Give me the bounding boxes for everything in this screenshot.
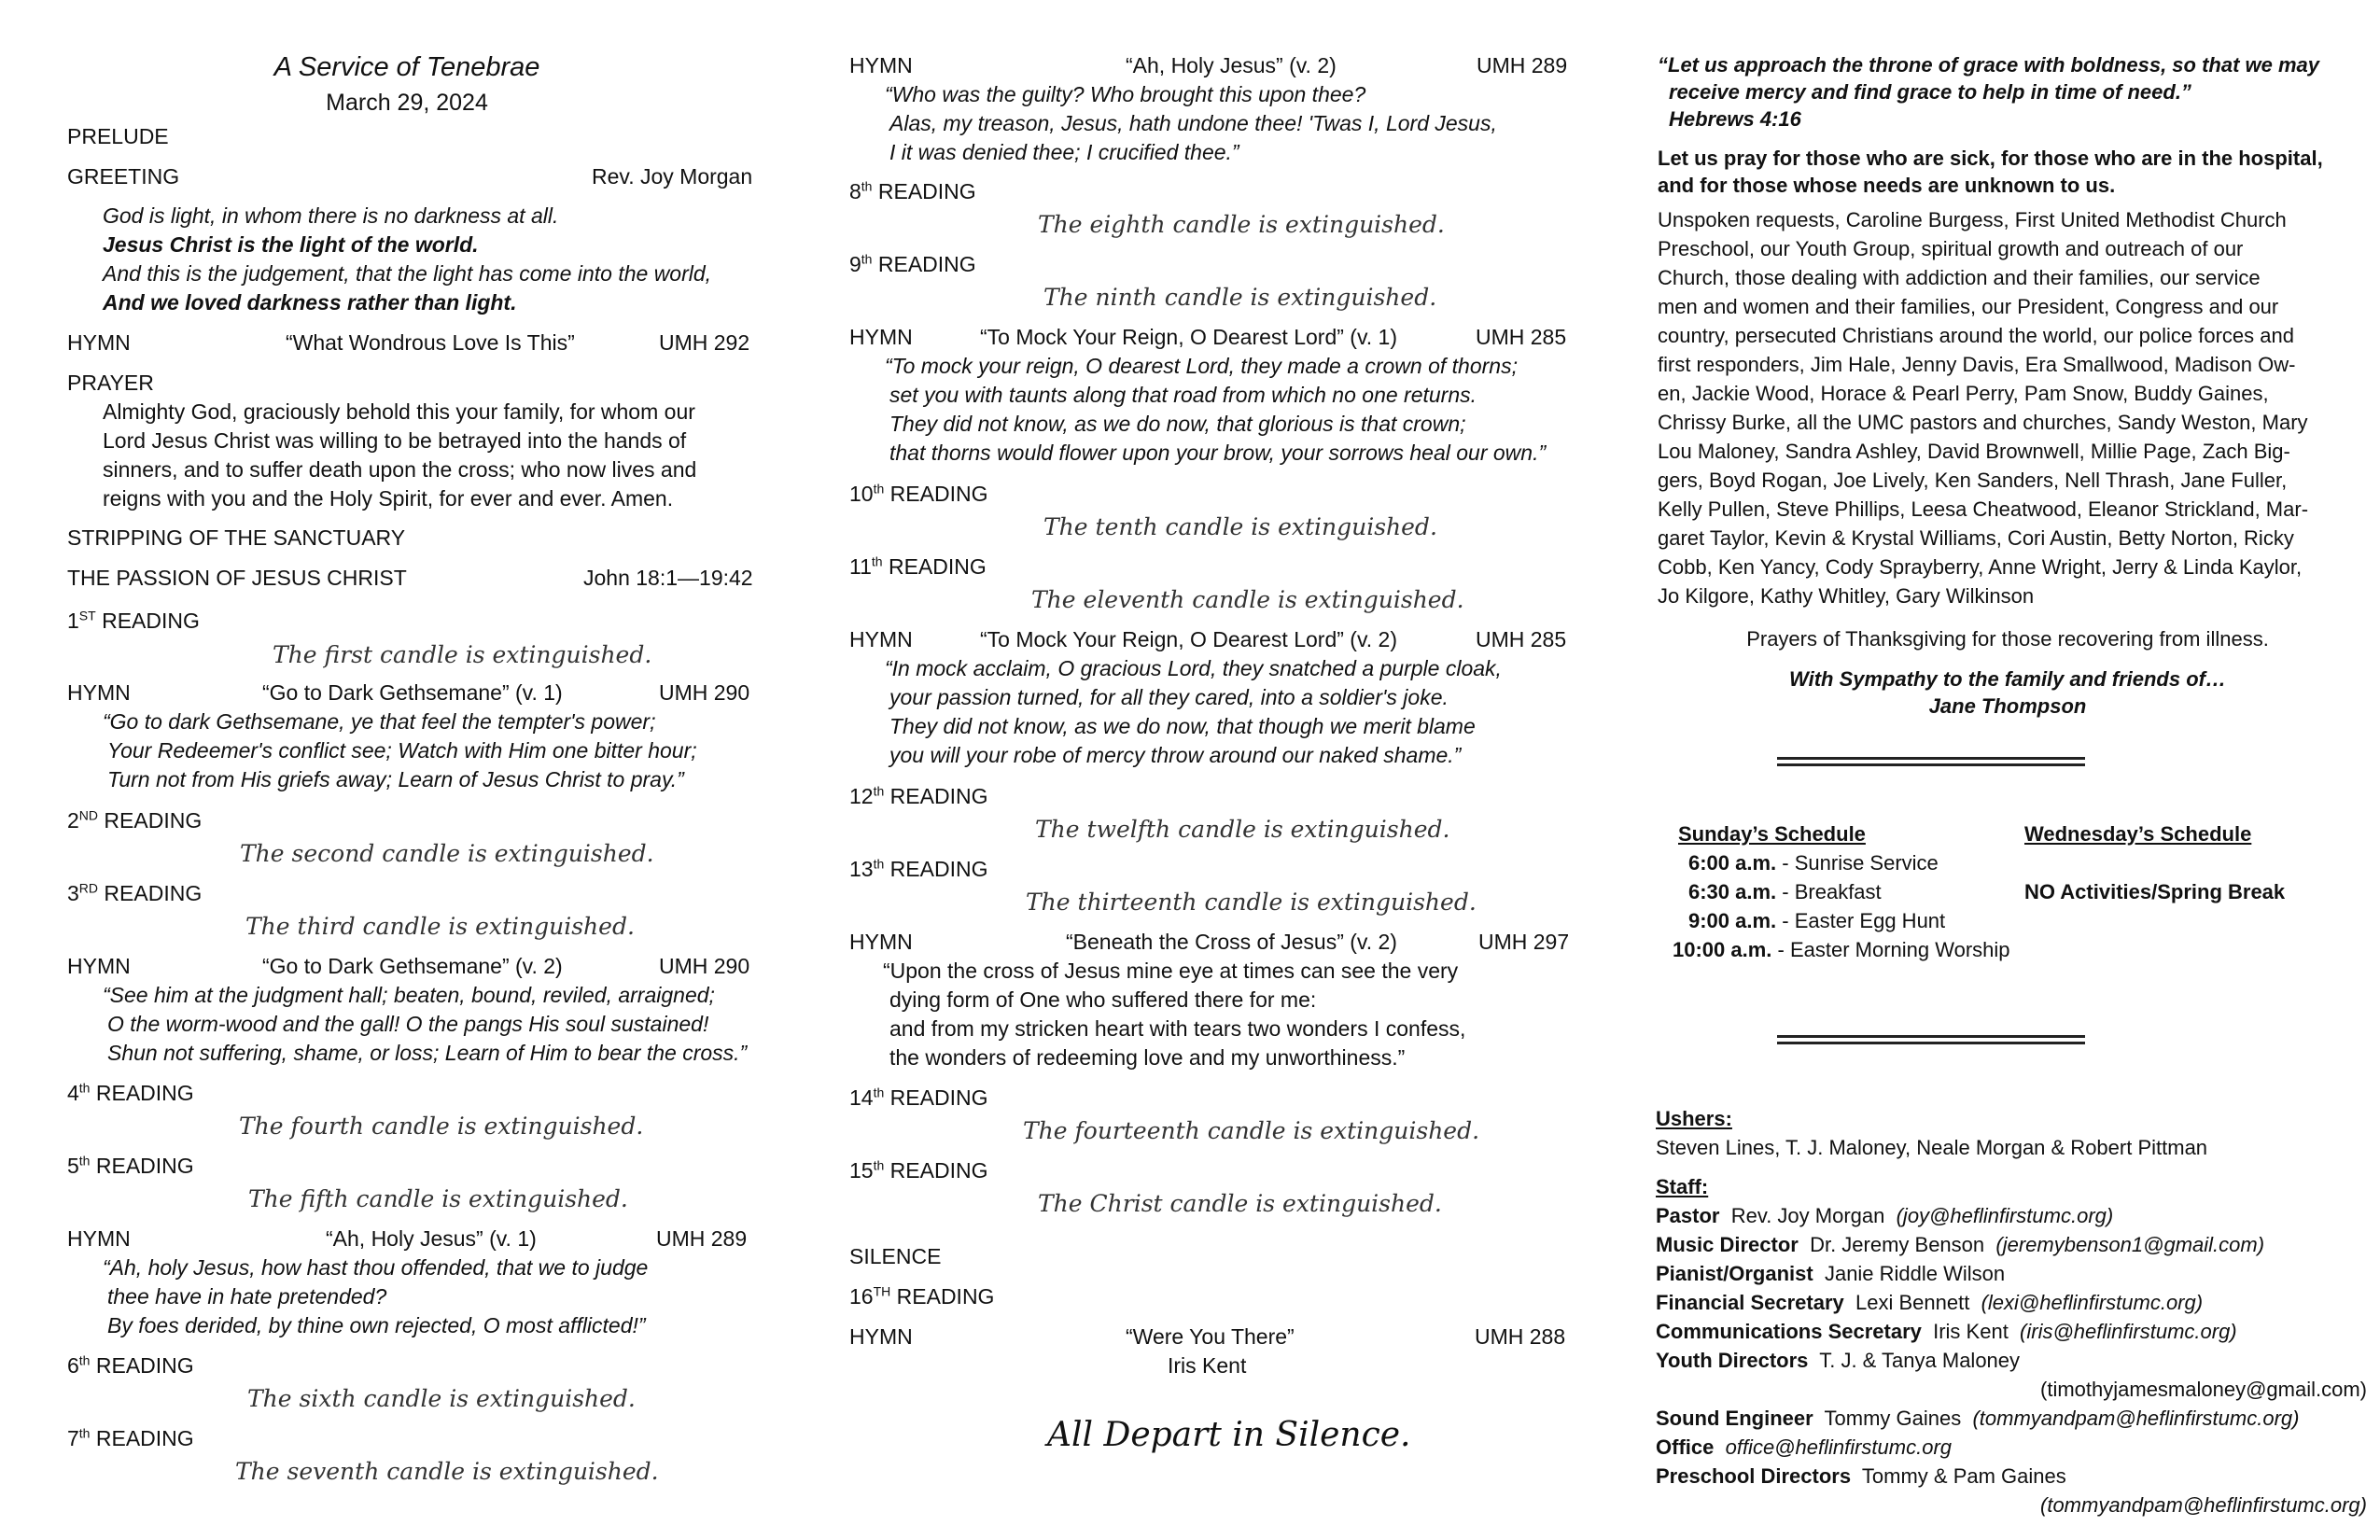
prayer-list-line: garet Taylor, Kevin & Krystal Williams, Cori Austin, Betty Norton, Ricky [1658,526,2294,550]
hymn-label: HYMN [849,325,913,349]
prayer-line: reigns with you and the Holy Spirit, for ever and ever. Amen. [103,486,674,511]
hymn-title: “To Mock Your Reign, O Dearest Lord” (v. 1) [980,325,1397,349]
hymn-verse-line: thee have in hate pretended? [107,1284,387,1309]
candle-note: The first candle is extinguished. [273,641,652,668]
hymn-ref: UMH 289 [1477,53,1568,77]
hymn-verse-line: dying form of One who suffered there for me: [889,987,1317,1012]
schedule-item: 6:30 a.m. - Breakfast [1688,880,1882,903]
hymn-verse-line: “Go to dark Gethsemane, ye that feel the tempter's power; [103,709,656,734]
prayer-line: sinners, and to suffer death upon the cross; who now lives and [103,457,697,482]
hymn-verse-line: Turn not from His griefs away; Learn of Jesus Christ to pray.” [107,767,684,791]
hymn-verse-line: They did not know, as we do now, that though we merit blame [889,714,1476,738]
candle-note: The eighth candle is extinguished. [1038,211,1445,238]
ushers-title: Ushers: [1656,1107,1732,1130]
greeting-line: God is light, in whom there is no darkness at all. [103,203,559,228]
prayer-line: Almighty God, graciously behold this your family, for whom our [103,399,695,424]
staff-email: (timothyjamesmaloney@gmail.com) [2040,1378,2367,1401]
candle-note: The fourth candle is extinguished. [239,1113,644,1140]
hymn-verse-line: and from my stricken heart with tears two wonders I confess, [889,1016,1466,1041]
hymn-ref: UMH 290 [659,680,750,705]
hymn-title: “Beneath the Cross of Jesus” (v. 2) [1066,930,1397,954]
order-of-worship-left [0,0,793,1540]
passion-heading: THE PASSION OF JESUS CHRIST [67,566,407,590]
greeting-leader: Rev. Joy Morgan [592,164,753,189]
hymn-verse-line: “Who was the guilty? Who brought this upon thee? [885,82,1366,106]
hymn-title: “Were You There” [1126,1324,1295,1349]
hymn-soloist: Iris Kent [1168,1353,1247,1378]
hymn-label: HYMN [67,954,131,978]
prayer-list-line: Lou Maloney, Sandra Ashley, David Brownwell, Millie Page, Zach Big- [1658,440,2290,463]
hymn-verse-line: “Upon the cross of Jesus mine eye at times can see the very [883,959,1459,983]
hymn-label: HYMN [849,627,913,651]
hymn-ref: UMH 297 [1478,930,1570,954]
order-of-worship-right [793,0,1587,1540]
hymn-verse-line: “In mock acclaim, O gracious Lord, they snatched a purple cloak, [885,656,1502,680]
scripture-verse: receive mercy and find grace to help in time of need.” [1669,80,2191,104]
candle-note: The third candle is extinguished. [245,913,635,940]
staff-member: Music Director Dr. Jeremy Benson (jeremybenson1@gmail.com) [1656,1233,2265,1256]
hymn-title: “Ah, Holy Jesus” (v. 2) [1126,53,1337,77]
reading-heading: 7th READING [67,1425,194,1450]
prayer-intro: Let us pray for those who are sick, for those who are in the hospital, [1658,147,2323,170]
prayer-line: Lord Jesus Christ was willing to be betrayed into the hands of [103,428,687,453]
hymn-ref: UMH 288 [1475,1324,1566,1349]
hymn-label: HYMN [849,930,913,954]
greeting-line: And this is the judgement, that the light has come into the world, [103,261,712,286]
hymn-ref: UMH 285 [1476,325,1567,349]
hymn-title: “Go to Dark Gethsemane” (v. 1) [262,680,563,705]
candle-note: The thirteenth candle is extinguished. [1026,889,1477,916]
prayer-list-line: en, Jackie Wood, Horace & Pearl Perry, Pam Snow, Buddy Gaines, [1658,382,2269,405]
prayer-list-line: men and women and their families, our President, Congress and our [1658,295,2279,318]
prayer-list-line: Church, those dealing with addiction and their families, our service [1658,266,2261,289]
candle-note: The seventh candle is extinguished. [235,1458,659,1485]
divider [1777,763,2085,766]
hymn-verse-line: They did not know, as we do now, that glorious is that crown; [889,412,1466,436]
greeting-response: Jesus Christ is the light of the world. [103,232,479,257]
hymn-verse-line: the wonders of redeeming love and my unworthiness.” [889,1045,1406,1070]
hymn-verse-line: Alas, my treason, Jesus, hath undone thee! 'Twas I, Lord Jesus, [889,111,1497,135]
schedule-item: 9:00 a.m. - Easter Egg Hunt [1688,909,1946,932]
schedule-item: 10:00 a.m. - Easter Morning Worship [1673,938,2010,961]
hymn-verse-line: “To mock your reign, O dearest Lord, they made a crown of thorns; [885,354,1518,378]
candle-note: The sixth candle is extinguished. [247,1385,636,1412]
service-title: A Service of Tenebrae [273,52,540,82]
hymn-verse-line: you will your robe of mercy throw around our naked shame.” [889,743,1462,767]
scripture-reference: Hebrews 4:16 [1669,107,1801,131]
hymn-label: HYMN [67,1226,131,1251]
prayer-heading: PRAYER [67,371,154,395]
reading-heading: 10th READING [849,481,988,506]
hymn-title: “To Mock Your Reign, O Dearest Lord” (v. 2) [980,627,1397,651]
hymn-label: HYMN [67,330,131,355]
hymn-verse-line: O the worm-wood and the gall! O the pangs His soul sustained! [107,1012,709,1036]
reading-heading: 13th READING [849,856,988,881]
candle-note: The twelfth candle is extinguished. [1035,816,1450,843]
staff-email: (tommyandpam@heflinfirstumc.org) [2040,1493,2367,1517]
hymn-title: “What Wondrous Love Is This” [286,330,575,355]
ushers-names: Steven Lines, T. J. Maloney, Neale Morgan & Robert Pittman [1656,1136,2208,1159]
prayer-list-line: Chrissy Burke, all the UMC pastors and churches, Sandy Weston, Mary [1658,411,2308,434]
hymn-verse-line: set you with taunts along that road from which no one returns. [889,383,1477,407]
hymn-label: HYMN [849,53,913,77]
hymn-verse-line: “See him at the judgment hall; beaten, bound, reviled, arraigned; [103,983,715,1007]
prayer-intro: and for those whose needs are unknown to us. [1658,174,2116,197]
wednesday-note: NO Activities/Spring Break [2024,880,2286,903]
prayer-list-line: Jo Kilgore, Kathy Whitley, Gary Wilkinson [1658,584,2035,608]
greeting-heading: GREETING [67,164,180,189]
hymn-label: HYMN [849,1324,913,1349]
service-date: March 29, 2024 [326,90,488,116]
divider [1777,1035,2085,1038]
hymn-verse-line: that thorns would flower upon your brow, your sorrows heal our own.” [889,441,1547,465]
sympathy-line: With Sympathy to the family and friends of… [1789,667,2226,691]
reading-heading: 6th READING [67,1352,194,1378]
reading-heading: 9th READING [849,251,976,276]
hymn-verse-line: I it was denied thee; I crucified thee.” [889,140,1239,164]
passion-ref: John 18:1—19:42 [583,566,753,590]
staff-title: Staff: [1656,1175,1709,1198]
prayer-list-line: Preschool, our Youth Group, spiritual growth and outreach of our [1658,237,2244,260]
staff-member: Sound Engineer Tommy Gaines (tommyandpam@heflinfirstumc.org) [1656,1407,2300,1430]
hymn-ref: UMH 289 [656,1226,748,1251]
staff-member: Communications Secretary Iris Kent (iris@heflinfirstumc.org) [1656,1320,2237,1343]
depart-note: All Depart in Silence. [1047,1416,1411,1454]
candle-note: The fifth candle is extinguished. [248,1185,628,1212]
staff-member: Youth Directors T. J. & Tanya Maloney [1656,1349,2021,1372]
reading-heading: 1ST READING [67,608,200,633]
prayer-list-line: Cobb, Ken Yancy, Cody Sprayberry, Anne Wright, Jerry & Linda Kaylor, [1658,555,2303,579]
candle-note: The second candle is extinguished. [240,840,654,867]
prelude-heading: PRELUDE [67,124,169,148]
prayer-list-line: country, persecuted Christians around the world, our police forces and [1658,324,2294,347]
prayer-list-line: Unspoken requests, Caroline Burgess, First United Methodist Church [1658,208,2287,231]
candle-note: The eleventh candle is extinguished. [1031,586,1464,613]
reading-heading: 8th READING [849,178,976,203]
silence-heading: SILENCE [849,1244,942,1268]
reading-heading: 5th READING [67,1153,194,1178]
hymn-verse-line: By foes derided, by thine own rejected, O most afflicted!” [107,1313,646,1337]
candle-note: The ninth candle is extinguished. [1043,284,1437,311]
candle-note: The fourteenth candle is extinguished. [1023,1117,1480,1144]
prayer-list-line: Kelly Pullen, Steve Phillips, Leesa Cheatwood, Eleanor Strickland, Mar- [1658,497,2309,521]
staff-member: Financial Secretary Lexi Bennett (lexi@heflinfirstumc.org) [1656,1291,2204,1314]
hymn-ref: UMH 285 [1476,627,1567,651]
stripping-heading: STRIPPING OF THE SANCTUARY [67,525,406,550]
hymn-verse-line: Your Redeemer's conflict see; Watch with Him one bitter hour; [107,738,697,763]
reading-heading: 2ND READING [67,807,203,833]
staff-member: Pianist/Organist Janie Riddle Wilson [1656,1262,2006,1285]
candle-note: The Christ candle is extinguished. [1038,1190,1442,1217]
staff-member: Office office@heflinfirstumc.org [1656,1435,1953,1459]
hymn-verse-line: your passion turned, for all they cared, into a soldier's joke. [889,685,1449,709]
candle-note: The tenth candle is extinguished. [1043,513,1437,540]
divider [1777,757,2085,760]
announcements [1587,0,2380,1540]
reading-heading: 3RD READING [67,880,203,905]
hymn-title: “Go to Dark Gethsemane” (v. 2) [262,954,563,978]
greeting-response: And we loved darkness rather than light. [103,290,517,315]
reading-heading: 14th READING [849,1085,988,1110]
prayer-list-line: first responders, Jim Hale, Jenny Davis, Era Smallwood, Madison Ow- [1658,353,2296,376]
reading-heading: 4th READING [67,1080,194,1105]
thanksgiving-note: Prayers of Thanksgiving for those recovering from illness. [1746,627,2269,651]
hymn-label: HYMN [67,680,131,705]
sympathy-name: Jane Thompson [1928,694,2087,718]
sunday-schedule-title: Sunday’s Schedule [1678,822,1866,846]
hymn-verse-line: Shun not suffering, shame, or loss; Learn of Him to bear the cross.” [107,1041,748,1065]
hymn-ref: UMH 290 [659,954,750,978]
prayer-list-line: gers, Boyd Rogan, Joe Lively, Ken Sanders, Nell Thrash, Jane Fuller, [1658,469,2288,492]
scripture-verse: “Let us approach the throne of grace with boldness, so that we may [1658,53,2320,77]
reading-heading: 16TH READING [849,1283,995,1309]
hymn-ref: UMH 292 [659,330,750,355]
reading-heading: 12th READING [849,783,988,808]
schedule-item: 6:00 a.m. - Sunrise Service [1688,851,1939,875]
divider [1777,1042,2085,1044]
staff-member: Pastor Rev. Joy Morgan (joy@heflinfirstumc.org) [1656,1204,2114,1227]
staff-member: Preschool Directors Tommy & Pam Gaines [1656,1464,2066,1488]
reading-heading: 11th READING [849,553,987,579]
hymn-title: “Ah, Holy Jesus” (v. 1) [326,1226,537,1251]
wednesday-schedule-title: Wednesday’s Schedule [2024,822,2252,846]
reading-heading: 15th READING [849,1157,988,1183]
hymn-verse-line: “Ah, holy Jesus, how hast thou offended, that we to judge [103,1255,649,1280]
